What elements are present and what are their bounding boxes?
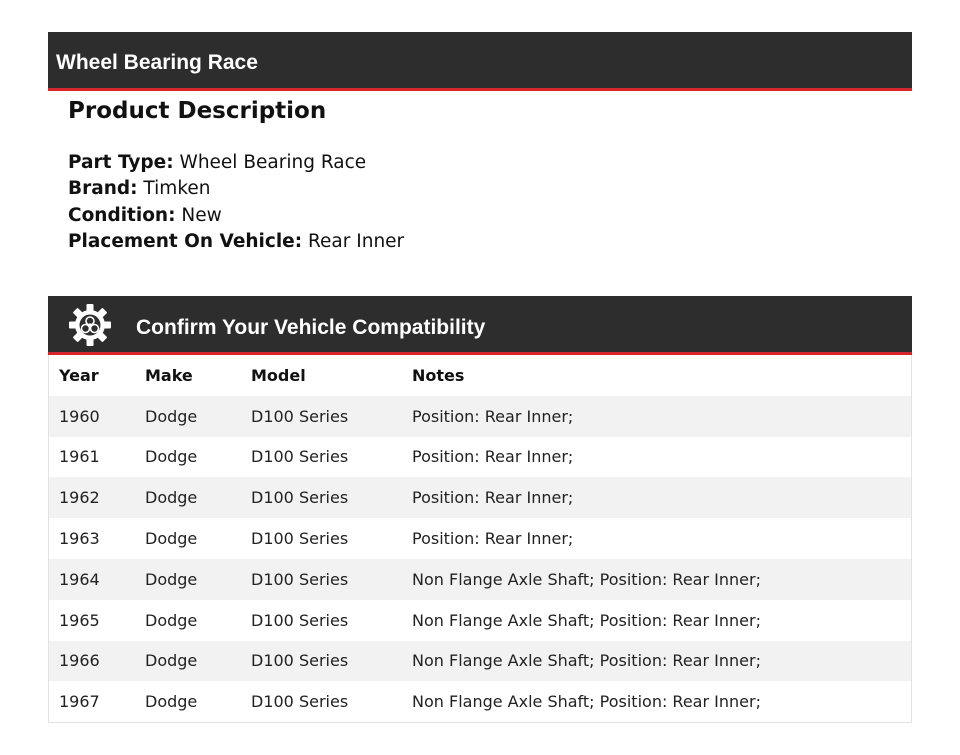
spec-label: Placement On Vehicle:: [68, 230, 303, 252]
cell-year: 1961: [49, 437, 135, 478]
cell-model: D100 Series: [241, 600, 402, 641]
cell-model: D100 Series: [241, 437, 402, 478]
column-header-model: Model: [251, 365, 306, 385]
table-row: [49, 681, 911, 722]
cell-notes: Non Flange Axle Shaft; Position: Rear Inner;: [402, 681, 911, 722]
column-header-year: Year: [59, 365, 99, 385]
table-row: [49, 396, 911, 437]
cell-notes: Position: Rear Inner;: [402, 396, 911, 437]
cell-make: Dodge: [135, 600, 241, 641]
table-header-row: [49, 355, 911, 396]
column-header-notes: Notes: [412, 365, 465, 385]
cell-make: Dodge: [135, 477, 241, 518]
cell-notes: Position: Rear Inner;: [402, 518, 911, 559]
table-row: [49, 518, 911, 559]
cell-model: D100 Series: [241, 396, 402, 437]
spec-value: Timken: [143, 178, 211, 200]
cell-model: D100 Series: [241, 641, 402, 682]
cell-year: 1962: [49, 477, 135, 518]
cell-model: D100 Series: [241, 518, 402, 559]
spec-label: Condition:: [68, 204, 176, 226]
compatibility-table-wrapper: [48, 355, 912, 723]
cell-make: Dodge: [135, 518, 241, 559]
cell-make: Dodge: [135, 396, 241, 437]
product-title: Wheel Bearing Race: [56, 51, 258, 74]
cell-notes: Non Flange Axle Shaft; Position: Rear Inner;: [402, 600, 911, 641]
compatibility-title: Confirm Your Vehicle Compatibility: [136, 316, 486, 339]
spec-part-type: [68, 150, 888, 176]
spec-brand: [68, 176, 888, 202]
cell-notes: Position: Rear Inner;: [402, 477, 911, 518]
cell-model: D100 Series: [241, 559, 402, 600]
spec-label: Brand:: [68, 178, 138, 200]
cell-make: Dodge: [135, 641, 241, 682]
cell-year: 1963: [49, 518, 135, 559]
gear-icon: [68, 303, 112, 347]
cell-year: 1964: [49, 559, 135, 600]
cell-make: Dodge: [135, 681, 241, 722]
compatibility-header-bar: [48, 296, 912, 355]
product-description-heading: Product Description: [68, 98, 327, 124]
spec-label: Part Type:: [68, 152, 174, 173]
cell-make: Dodge: [135, 559, 241, 600]
product-title-bar: [48, 32, 912, 91]
cell-model: D100 Series: [241, 477, 402, 518]
cell-model: D100 Series: [241, 681, 402, 722]
column-header-make: Make: [145, 365, 193, 385]
table-row: [49, 437, 911, 478]
spec-value: New: [181, 204, 222, 226]
spec-placement: [68, 229, 888, 255]
spec-list: [68, 150, 888, 255]
spec-condition: [68, 203, 888, 229]
cell-notes: Non Flange Axle Shaft; Position: Rear Inner;: [402, 559, 911, 600]
cell-year: 1960: [49, 396, 135, 437]
cell-year: 1965: [49, 600, 135, 641]
cell-notes: Position: Rear Inner;: [402, 437, 911, 478]
table-row: [49, 641, 911, 682]
cell-notes: Non Flange Axle Shaft; Position: Rear Inner;: [402, 641, 911, 682]
table-row: [49, 559, 911, 600]
product-description-section: [68, 96, 888, 255]
table-row: [49, 600, 911, 641]
cell-year: 1967: [49, 681, 135, 722]
cell-year: 1966: [49, 641, 135, 682]
spec-value: Wheel Bearing Race: [179, 152, 367, 173]
table-row: [49, 477, 911, 518]
cell-make: Dodge: [135, 437, 241, 478]
spec-value: Rear Inner: [308, 230, 405, 252]
compatibility-table: [49, 355, 911, 722]
